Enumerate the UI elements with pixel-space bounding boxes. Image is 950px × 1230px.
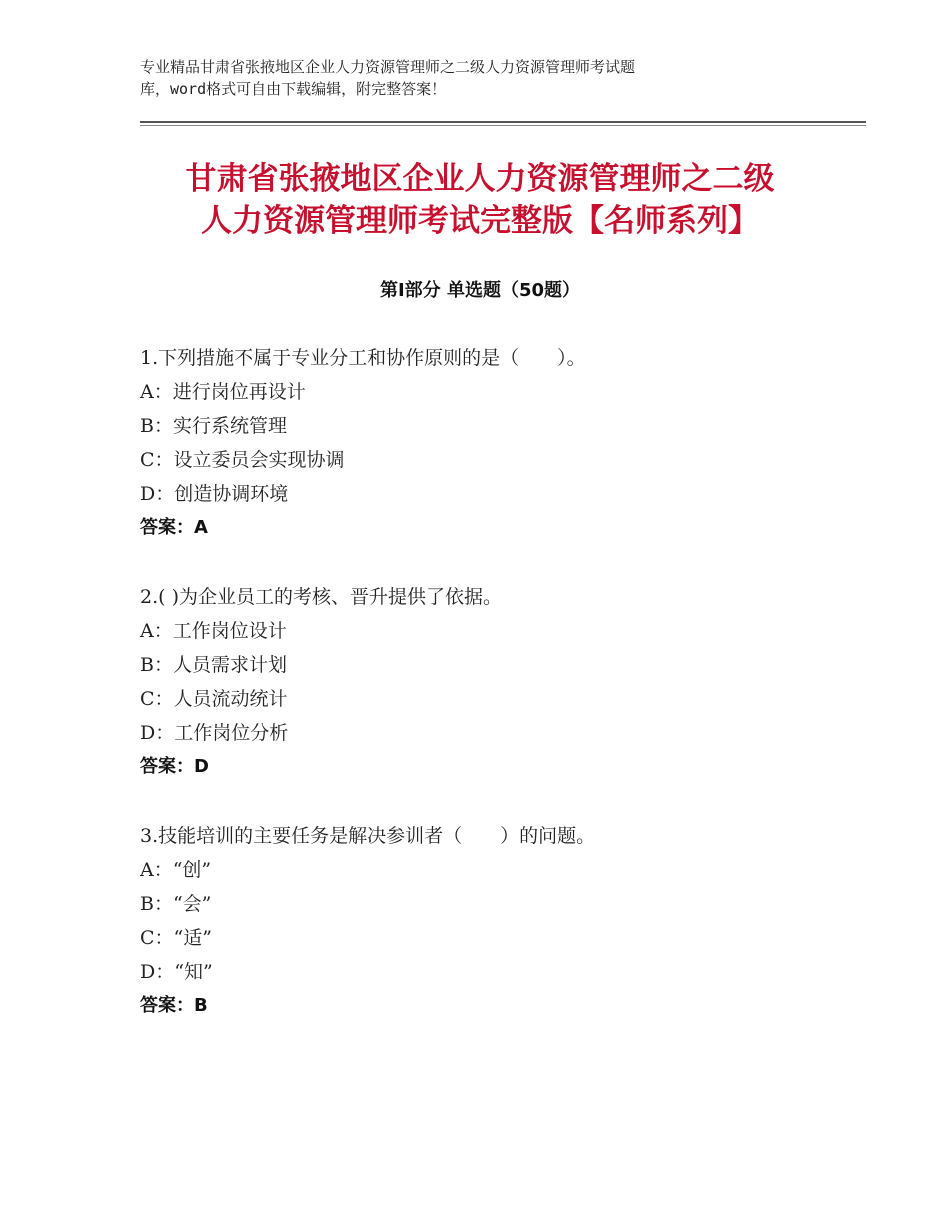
section-title: 第Ⅰ部分 单选题（50题） (379, 280, 580, 301)
answer: 答案：D (140, 756, 209, 777)
header-divider-thin (140, 125, 866, 126)
header-note-line-1: 专业精品甘肃省张掖地区企业人力资源管理师之二级人力资源管理师考试题 (140, 58, 636, 76)
option-a: A：工作岗位设计 (140, 620, 287, 642)
option-c: C：设立委员会实现协调 (140, 449, 345, 471)
document-title-line-2: 人力资源管理师考试完整版【名师系列】 (201, 203, 759, 239)
question-2 (140, 580, 860, 784)
question-3 (140, 819, 860, 1023)
question-stem: 2.( )为企业员工的考核、晋升提供了依据。 (140, 586, 502, 608)
option-c: C：人员流动统计 (140, 688, 288, 710)
option-b: B：实行系统管理 (140, 415, 287, 437)
option-d: D：工作岗位分析 (140, 722, 289, 744)
answer: 答案：A (140, 517, 208, 538)
option-b: B：“会” (140, 893, 212, 915)
header-divider-thick (140, 121, 866, 123)
option-c: C：“适” (140, 927, 212, 949)
question-stem: 1.下列措施不属于专业分工和协作原则的是（ ）。 (140, 347, 586, 369)
header-note (140, 56, 780, 100)
header-note-line-2: 库，word格式可自由下载编辑，附完整答案！ (140, 80, 447, 98)
option-a: A：进行岗位再设计 (140, 381, 306, 403)
question-stem: 3.技能培训的主要任务是解决参训者（ ）的问题。 (140, 825, 596, 847)
answer: 答案：B (140, 995, 208, 1016)
question-1 (140, 341, 860, 545)
document-title (140, 158, 820, 242)
option-a: A：“创” (140, 859, 212, 881)
option-b: B：人员需求计划 (140, 654, 287, 676)
option-d: D：“知” (140, 961, 213, 983)
option-d: D：创造协调环境 (140, 483, 289, 505)
document-title-line-1: 甘肃省张掖地区企业人力资源管理师之二级 (185, 161, 775, 197)
